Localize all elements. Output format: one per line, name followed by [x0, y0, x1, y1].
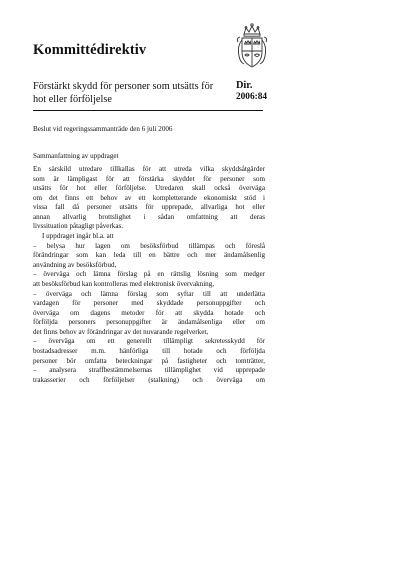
body-line: överväga om dagens metoder för att skydda hotade och — [33, 308, 265, 317]
body-line: användning av besöksförbud, — [33, 260, 117, 269]
body-line: – analysera straffbestämmelsernas tillämplighet vid upprepade — [33, 366, 265, 375]
body-line: vardagen för personer med skyddade personuppgifter och — [33, 299, 265, 308]
subtitle-line: hot eller förföljelse — [33, 94, 112, 105]
body-line: livssituation påtagligt påverkas. — [33, 222, 124, 231]
body-line: trakasserier och förföljelser (stalkning) och överväga om — [33, 375, 265, 384]
body-line: – överväga om ett generellt tillämpligt sekretesskydd för — [33, 337, 265, 346]
document-title: Kommittédirektiv — [33, 42, 147, 58]
body-line: – belysa hur lagen om besöksförbud tillämpas och föreslå — [33, 241, 265, 250]
body-line: – överväga och lämna förslag på en rättslig lösning som medger — [33, 270, 265, 279]
body-line: som är lämpligast för att förstärka skyddet för personer som — [33, 174, 265, 183]
directive-number: 2006:84 — [236, 92, 267, 102]
body-line: I uppdraget ingår bl.a. att — [42, 232, 114, 241]
swedish-coat-of-arms-icon — [234, 22, 270, 70]
body-line: att besöksförbud kan kontrolleras med elektronisk övervakning, — [33, 279, 215, 288]
body-line: utsätts för hot eller förföljelse. Utredaren skall också överväga — [33, 184, 265, 193]
body-line: om det finns ett behov av ett kompletterande ekonomiskt stöd i — [33, 193, 265, 202]
directive-subtitle — [33, 80, 233, 106]
body-line: annan allvarlig brottslighet i sådan omfattning att deras — [33, 212, 265, 221]
subtitle-line: Förstärkt skydd för personer som utsätts för — [33, 81, 214, 92]
body-line: bostadsadresser m.m. hänförliga till hotade och förföljda — [33, 346, 265, 355]
section-heading: Sammanfattning av uppdraget — [33, 152, 119, 160]
header-divider — [33, 110, 263, 111]
decision-date-line: Beslut vid regeringssammanträde den 6 juli 2006 — [33, 125, 173, 133]
body-line: En särskild utredare tillkallas för att utreda vilka skyddsåtgärder — [33, 165, 265, 173]
body-line: förändringar som kan leda till en bättre och mer ändamålsenlig — [33, 251, 265, 260]
body-line: förföljda personers personuppgifter är ändamålsenliga eller om — [33, 318, 265, 327]
directive-body — [33, 165, 265, 385]
body-line: det finns behov av förändringar av det nuvarande regelverket, — [33, 327, 209, 336]
body-line: – överväga och lämna förslag som syftar till att underlätta — [33, 289, 265, 298]
body-line: personer bör omfatta beteckningar på fastigheter och tomträtter, — [33, 356, 265, 365]
body-line: vissa fall då personer utsätts för upprepade, allvarliga hot eller — [33, 203, 265, 212]
directive-label: Dir. — [236, 80, 253, 91]
